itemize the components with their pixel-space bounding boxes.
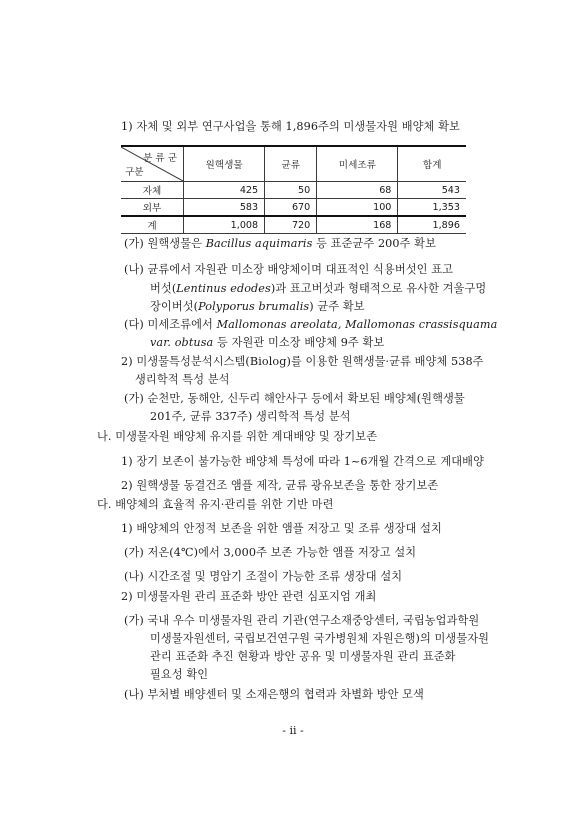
table-header-row [121,146,466,182]
row-label: 외부 [121,199,184,217]
table-cell: 670 [265,199,317,217]
column-header: 균류 [265,146,317,182]
item-da-2: 2) 미생물자원 관리 표준화 방안 관련 심포지엄 개최 [121,590,377,603]
text-span: (다) 미세조류에서 [124,318,217,331]
item-na-2: 2) 원핵생물 동결건조 앰플 제작, 균류 광유보존을 통한 장기보존 [121,479,439,492]
item-ga-biolog-line2: 201주, 균류 337주) 생리학적 특성 분석 [150,410,351,423]
table-cell: 1,353 [398,199,466,217]
text-span: ) 균주 확보 [309,300,365,313]
species-name: Bacillus aquimaris [205,237,313,250]
text-span: )과 표고버섯과 형태적으로 유사한 겨울구멍 [270,282,487,295]
table-row [121,182,466,199]
row-label: 계 [121,216,184,234]
item-ga-biolog-line1: (가) 순천만, 동해안, 신두리 해안사구 등에서 확보된 배양체(원핵생물 [124,392,465,405]
table-corner-cell [121,146,184,182]
table-cell: 1,896 [398,216,466,234]
section-1-heading: 1) 자체 및 외부 연구사업을 통해 1,896주의 미생물자원 배양체 확보 [121,120,460,133]
column-header: 합계 [398,146,466,182]
species-name: Lentinus edodes [176,282,271,295]
species-name: Mallomonas areolata, Mallomonas crassisquama [216,318,498,331]
text-span: 등 자원관 미소장 배양체 9주 확보 [213,336,385,349]
table-cell: 50 [265,182,317,199]
item-na-fungi-line1: (나) 균류에서 자원관 미소장 배양체이며 대표적인 식용버섯인 표고 [124,263,454,276]
item-na-fungi-line2 [150,282,486,296]
row-label: 자체 [121,182,184,199]
text-span: 버섯( [150,282,177,295]
item-da-1: 1) 배양체의 안정적 보존을 위한 앰플 저장고 및 조류 생장대 설치 [121,522,442,535]
column-header: 미세조류 [317,146,398,182]
species-name: var. obtusa [150,336,214,349]
column-header: 원핵생물 [184,146,265,182]
page-number: - ii - [282,724,304,737]
text-span: 장이버섯( [150,300,199,313]
table-cell: 168 [317,216,398,234]
table-cell: 1,008 [184,216,265,234]
item-da-2-ga-line1: (가) 국내 우수 미생물자원 관리 기관(연구소재중앙센터, 국립농업과학원 [124,614,480,627]
item-da-microalgae-line2 [150,336,384,350]
heading-da: 다. 배양체의 효율적 유지·관리를 위한 기반 마련 [97,498,334,511]
culture-count-table [121,145,466,234]
item-ga-prokaryote [124,237,436,251]
item-da-1-na: (나) 시간조절 및 명암기 조절이 가능한 조류 생장대 설치 [124,570,403,583]
corner-bottom-label: 구분 [125,167,144,178]
item-da-2-ga-line2: 미생물자원센터, 국립보건연구원 국가병원체 자원은행)의 미생물자원 [150,632,490,645]
table-cell: 543 [398,182,466,199]
item-da-2-ga-line3: 관리 표준화 추진 현황과 방안 공유 및 미생물자원 관리 표준화 [150,650,456,663]
item-da-2-ga-line4: 필요성 확인 [150,668,209,681]
heading-na: 나. 미생물자원 배양체 유지를 위한 계대배양 및 장기보존 [97,430,378,443]
table-row [121,199,466,217]
species-name: Polyporus brumalis [198,300,310,313]
section-2-heading-line2: 생리학적 특성 분석 [135,373,230,386]
item-da-2-na: (나) 부처별 배양센터 및 소재은행의 협력과 차별화 방안 모색 [124,688,424,701]
table-total-row [121,216,466,234]
item-na-fungi-line3 [150,300,365,314]
corner-top-label: 분 류 군 [143,153,177,164]
table-cell: 100 [317,199,398,217]
table-cell: 68 [317,182,398,199]
text-span: 등 표준균주 200주 확보 [312,237,436,250]
table-cell: 720 [265,216,317,234]
item-da-1-ga: (가) 저온(4℃)에서 3,000주 보존 가능한 앰플 저장고 설치 [124,546,417,559]
item-da-microalgae-line1 [124,318,497,332]
table-cell: 583 [184,199,265,217]
item-na-1: 1) 장기 보존이 불가능한 배양체 특성에 따라 1~6개월 간격으로 계대배양 [121,455,484,468]
section-2-heading-line1: 2) 미생물특성분석시스템(Biolog)를 이용한 원핵생물·균류 배양체 538주 [121,355,484,368]
table-cell: 425 [184,182,265,199]
text-span: (가) 원핵생물은 [124,237,206,250]
